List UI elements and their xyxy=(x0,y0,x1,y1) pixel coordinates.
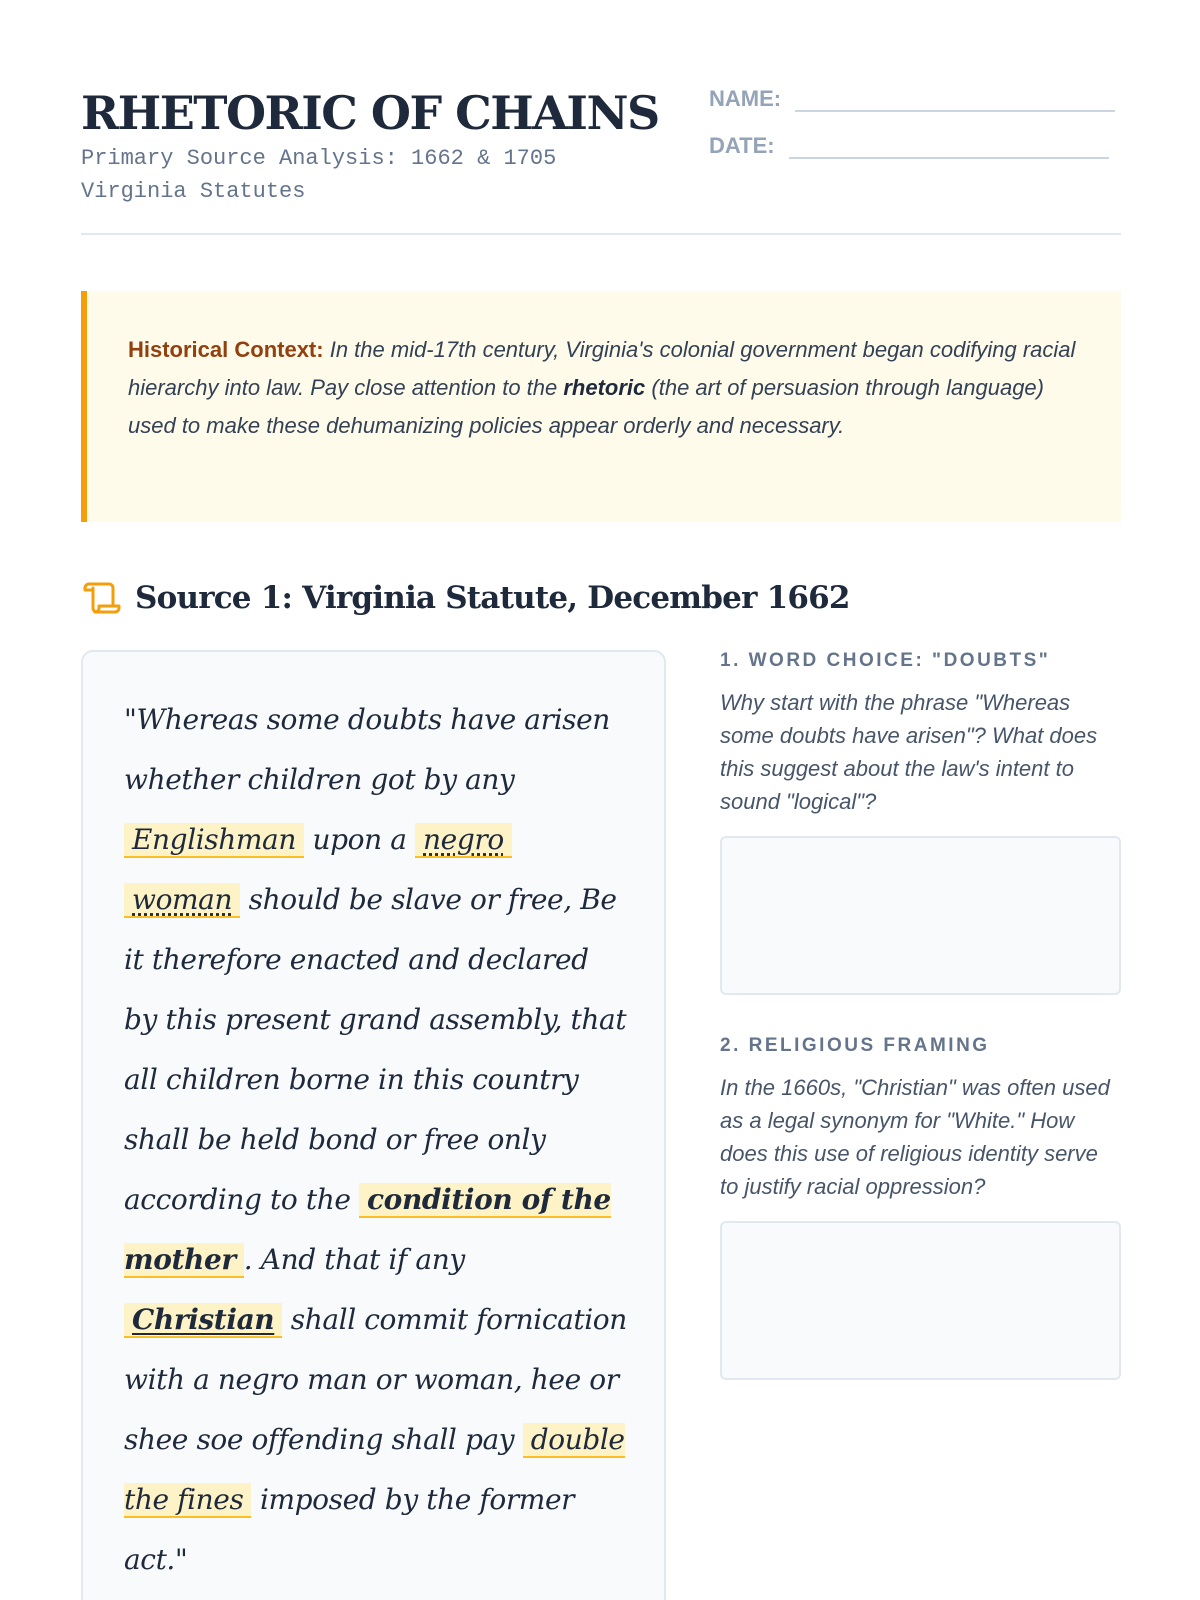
quote-segment: shall commit fornication with a negro man or woman, hee or shee soe offending shall pay xyxy=(124,1303,627,1456)
question-2-text: In the 1660s, "Christian" was often used as a legal synonym for "White." How does this use of religious identity serve to justify racial oppression? xyxy=(720,1075,1110,1199)
questions-column xyxy=(720,650,1121,1380)
context-text-before: In the mid-17th century, Virginia's colonial government began codifying racial hierarchy into law. Pay close attention to the xyxy=(128,337,1076,400)
historical-context-box xyxy=(81,291,1121,522)
question-1-label: 1. WORD CHOICE: "DOUBTS" xyxy=(720,650,1051,671)
context-text-after: (the art of persuasion through language) used to make these dehumanizing policies appear orderly and necessary. xyxy=(128,375,1044,438)
quote-segment: imposed by the former act." xyxy=(124,1483,575,1576)
quote-segment: "Whereas some doubts have arisen whether children got by any xyxy=(124,703,610,796)
primary-source-box xyxy=(81,650,666,1600)
source-quote xyxy=(124,690,628,1590)
name-field xyxy=(709,86,1115,112)
worksheet-header xyxy=(81,86,1121,236)
quote-segment: should be slave or free, Be it therefore enacted and declared by this present grand assembly, that all children borne in this country shall be held bond or free only according to the xyxy=(124,883,627,1216)
highlight-negro[interactable]: negro xyxy=(415,823,512,858)
context-paragraph xyxy=(128,331,1081,445)
name-input-line[interactable] xyxy=(795,90,1115,112)
question-2 xyxy=(720,1035,1121,1380)
quote-segment: upon a xyxy=(304,823,416,856)
highlight-christian[interactable]: Christian xyxy=(124,1303,282,1338)
highlight-englishman[interactable]: Englishman xyxy=(124,823,304,858)
page-subtitle: Primary Source Analysis: 1662 & 1705 Virginia Statutes xyxy=(81,146,557,204)
question-1-text: Why start with the phrase "Whereas some doubts have arisen"? What does this suggest about the law's intent to sound "logical"? xyxy=(720,690,1098,814)
source-section-heading xyxy=(81,578,850,618)
date-field xyxy=(709,133,1109,159)
name-label: NAME: xyxy=(709,86,782,111)
question-2-answer-box[interactable] xyxy=(720,1221,1121,1380)
quote-segment: . And that if any xyxy=(243,1243,465,1276)
page-title: RHETORIC OF CHAINS xyxy=(81,86,659,140)
context-label: Historical Context: xyxy=(128,337,324,362)
question-2-label: 2. RELIGIOUS FRAMING xyxy=(720,1035,990,1056)
question-1 xyxy=(720,650,1121,995)
header-divider xyxy=(81,233,1121,235)
context-strong-term: rhetoric xyxy=(563,375,646,400)
highlight-double-the-fines[interactable]: double the fines xyxy=(124,1423,625,1516)
date-input-line[interactable] xyxy=(789,137,1109,159)
highlight-woman[interactable]: woman xyxy=(124,883,240,918)
highlight-condition-of-the-mother[interactable]: condition of the mother xyxy=(124,1183,611,1276)
question-1-answer-box[interactable] xyxy=(720,836,1121,995)
date-label: DATE: xyxy=(709,133,775,158)
section-title: Source 1: Virginia Statute, December 1662 xyxy=(135,580,850,616)
scroll-icon xyxy=(81,578,121,618)
